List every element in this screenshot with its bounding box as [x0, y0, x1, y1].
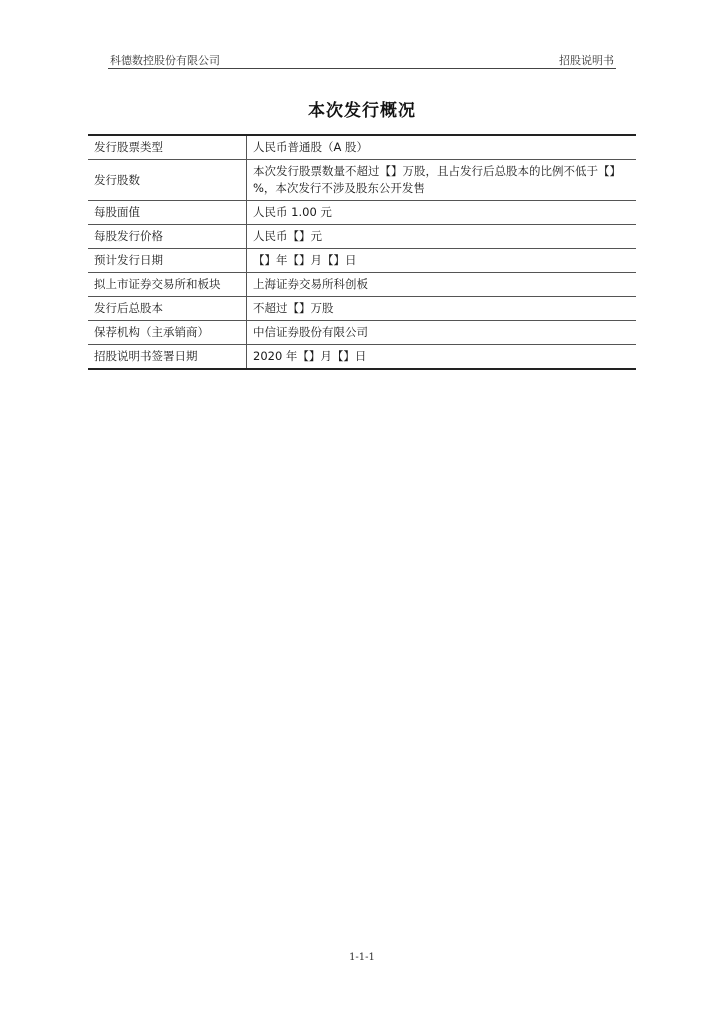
table-row: [88, 225, 636, 249]
row-label: 保荐机构（主承销商）: [88, 321, 247, 345]
row-value: 2020 年【】月【】日: [253, 349, 367, 363]
page-number: 1-1-1: [349, 952, 375, 963]
row-value: 中信证券股份有限公司: [247, 321, 637, 345]
row-value: 人民币【】元: [247, 225, 637, 249]
row-value: 本次发行股票数量不超过【】万股，且占发行后总股本的比例不低于【】%，本次发行不涉及股东公开发售: [247, 160, 637, 201]
page-title: 本次发行概况: [308, 101, 416, 121]
row-label: 每股面值: [88, 201, 247, 225]
table-row: [88, 297, 636, 321]
table-row: [88, 160, 636, 201]
header-doc-type: 招股说明书: [559, 54, 614, 67]
table-row: [88, 249, 636, 273]
table-row: [88, 201, 636, 225]
table-row: [88, 345, 636, 370]
table-row: [88, 321, 636, 345]
row-value: 【】年【】月【】日: [247, 249, 637, 273]
row-label: 发行股数: [88, 160, 247, 201]
table-row: [88, 135, 636, 160]
header-company: 科德数控股份有限公司: [110, 54, 220, 67]
row-value: 上海证券交易所科创板: [247, 273, 637, 297]
row-value: 人民币普通股（A 股）: [247, 135, 637, 160]
row-label: 发行后总股本: [88, 297, 247, 321]
offering-overview-table: [88, 134, 636, 370]
row-label: 招股说明书签署日期: [88, 345, 247, 370]
row-label: 发行股票类型: [88, 135, 247, 160]
row-value: 不超过【】万股: [247, 297, 637, 321]
row-label: 预计发行日期: [88, 249, 247, 273]
row-value: 人民币 1.00 元: [247, 201, 637, 225]
table-row: [88, 273, 636, 297]
row-label: 每股发行价格: [88, 225, 247, 249]
page-header: [108, 52, 616, 69]
row-label: 拟上市证券交易所和板块: [88, 273, 247, 297]
